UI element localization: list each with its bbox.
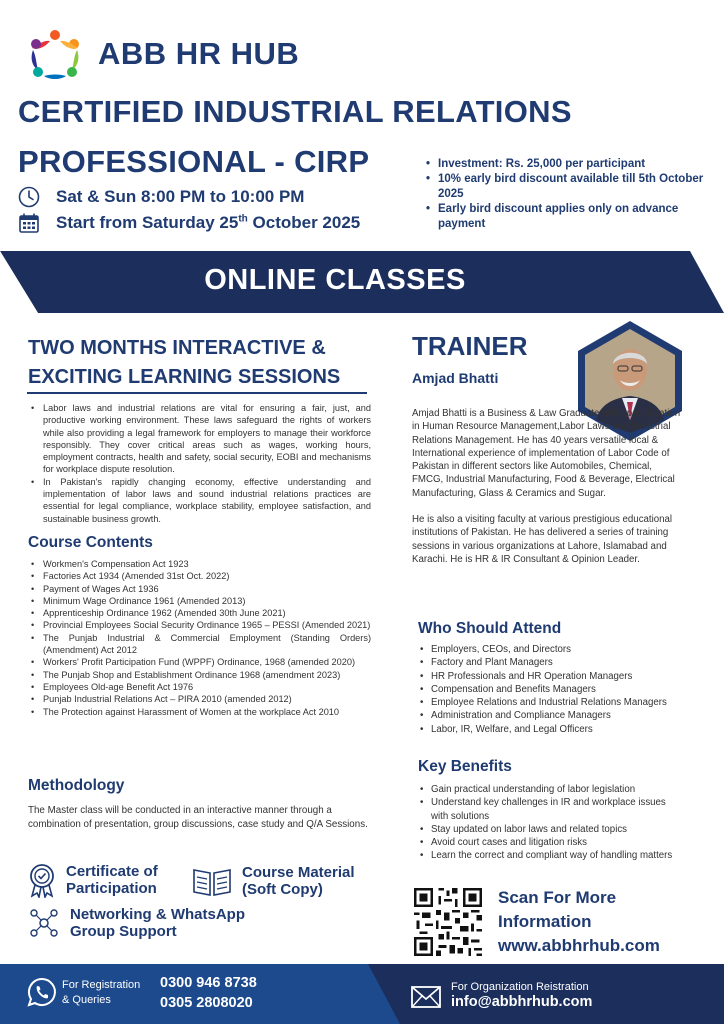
attend-item: • Administration and Compliance Managers <box>418 709 688 722</box>
networking-text <box>70 906 245 940</box>
methodology-heading: Methodology <box>28 777 125 794</box>
attend-item: • Labor, IR, Welfare, and Legal Officers <box>418 723 688 736</box>
registration-label-line1: For Registration <box>62 979 141 991</box>
sessions-heading-line1: TWO MONTHS INTERACTIVE & <box>28 337 326 359</box>
fee-item: • Investment: Rs. 25,000 per participant <box>420 157 710 172</box>
registration-label-line2: & Queries <box>62 994 111 1006</box>
course-item: • Minimum Wage Ordinance 1961 (Amended 2013) <box>28 595 371 607</box>
trainer-bio-p1: Amjad Bhatti is a Business & Law Graduate with specialization in Human Resource Management,Labor Laws and Industrial Relations Management. He has 40 years versatile local & International experience of implementation of Labor Code of Pakistan in different sectors like Automobiles, Chemical, FMCG, Industrial Manufacturing, Food & Beverage, Electrical Manufacturing, Glass & Ceramics and Sugar. <box>412 408 681 499</box>
phone-number-1[interactable]: 0300 946 8738 <box>160 975 257 991</box>
benefit-item: • Learn the correct and compliant way of handling matters <box>418 849 674 862</box>
scan-line2: Information <box>498 912 592 931</box>
benefits-heading: Key Benefits <box>418 758 512 775</box>
schedule-time-row <box>18 186 304 208</box>
course-material-text <box>242 864 355 898</box>
banner-title: ONLINE CLASSES <box>204 264 466 296</box>
schedule-start <box>56 213 360 233</box>
certificate-badge-icon <box>26 862 58 898</box>
methodology-text: The Master class will be conducted in an interactive manner through a combination of presentation, group discussions, case study and Q/A Sessions. <box>28 805 368 830</box>
course-contents-heading: Course Contents <box>28 534 153 551</box>
material-line2: (Soft Copy) <box>242 881 323 898</box>
course-title-line1: CERTIFIED INDUSTRIAL RELATIONS <box>18 94 572 129</box>
network-line2: Group Support <box>70 923 177 940</box>
qr-code[interactable] <box>414 888 482 956</box>
attend-item: • Compensation and Benefits Managers <box>418 683 688 696</box>
whatsapp-icon[interactable] <box>26 976 58 1008</box>
brand-name: ABB HR HUB <box>98 36 300 71</box>
course-contents-list <box>28 558 371 718</box>
benefits-list <box>418 783 674 863</box>
course-item: • Punjab Industrial Relations Act – PIRA 2010 (amended 2012) <box>28 693 371 705</box>
scan-line1: Scan For More <box>498 888 617 907</box>
benefit-item: • Understand key challenges in IR and workplace issues with solutions <box>418 796 674 823</box>
attend-item: • Employee Relations and Industrial Relations Managers <box>418 696 688 709</box>
course-item: • Provincial Employees Social Security Ordinance 1965 – PESSI (Amended 2021) <box>28 619 371 631</box>
fees-list <box>420 157 710 232</box>
benefit-item: • Stay updated on labor laws and related topics <box>418 823 674 836</box>
start-prefix: Start from Saturday 25 <box>56 213 239 232</box>
brand-logo-icon <box>24 26 86 84</box>
benefit-item: • Gain practical understanding of labor legislation <box>418 783 674 796</box>
course-item: • Workmen's Compensation Act 1923 <box>28 558 371 570</box>
course-item: • The Protection against Harassment of Women at the workplace Act 2010 <box>28 706 371 718</box>
course-item: • The Punjab Industrial & Commercial Employment (Standing Orders) (Amendment) Act 2012 <box>28 632 371 657</box>
network-line1: Networking & WhatsApp <box>70 906 245 923</box>
course-item: • Apprenticeship Ordinance 1962 (Amended 30th June 2021) <box>28 607 371 619</box>
schedule-time: Sat & Sun 8:00 PM to 10:00 PM <box>56 187 305 206</box>
course-item: • Payment of Wages Act 1936 <box>28 583 371 595</box>
start-rest: October 2025 <box>247 213 361 232</box>
scan-info <box>498 886 660 958</box>
certificate-feature <box>26 862 158 898</box>
heading-underline <box>27 392 367 394</box>
sessions-heading-line2: EXCITING LEARNING SESSIONS <box>28 366 341 388</box>
benefit-item: • Avoid court cases and litigation risks <box>418 836 674 849</box>
certificate-line1: Certificate of <box>66 863 158 880</box>
fee-item: • Early bird discount applies only on advance payment <box>420 202 710 232</box>
clock-icon <box>18 186 40 208</box>
email-address[interactable]: info@abbhrhub.com <box>451 994 593 1010</box>
certificate-line2: Participation <box>66 880 157 897</box>
course-item: • Employees Old-age Benefit Act 1976 <box>28 681 371 693</box>
attend-list <box>418 643 688 736</box>
certificate-text <box>66 863 158 897</box>
website-link[interactable]: www.abbhrhub.com <box>498 936 660 955</box>
course-item: • Workers' Profit Participation Fund (WPPF) Ordinance, 1968 (amended 2020) <box>28 656 371 668</box>
calendar-icon <box>18 212 40 234</box>
attend-item: • Employers, CEOs, and Directors <box>418 643 688 656</box>
registration-label <box>62 978 140 1008</box>
trainer-bio <box>412 407 684 566</box>
trainer-heading: TRAINER <box>412 331 528 361</box>
email-icon <box>411 986 441 1008</box>
course-item: • Factories Act 1934 (Amended 31st Oct. 2022) <box>28 570 371 582</box>
course-title-line2: PROFESSIONAL - CIRP <box>18 144 370 179</box>
trainer-bio-p2: He is also a visiting faculty at various prestigious educational institutions of Pakistan. He has delivered a series of training sessions in various organizations at Lahore, Islamabad and Karachi. He is HR & IR Consultant & Opinion Leader. <box>412 514 673 565</box>
attend-item: • HR Professionals and HR Operation Managers <box>418 670 688 683</box>
course-material-feature <box>192 864 355 898</box>
start-suffix: th <box>238 213 248 225</box>
intro-list <box>28 402 371 525</box>
attend-item: • Factory and Plant Managers <box>418 656 688 669</box>
course-item: • The Punjab Shop and Establishment Ordinance 1968 (amendment 2023) <box>28 669 371 681</box>
intro-item: • In Pakistan's rapidly changing economy, effective understanding and implementation of labor laws and sound industrial relations practices are essential for legal compliance, workplace stability, employee satisfaction, and sustainable business growth. <box>28 476 371 525</box>
trainer-name: Amjad Bhatti <box>412 370 499 386</box>
phone-number-2[interactable]: 0305 2808020 <box>160 995 253 1011</box>
networking-feature <box>28 906 245 940</box>
intro-item: • Labor laws and industrial relations are vital for ensuring a fair, just, and productive working environment. These laws safeguard the rights of workers while also providing a legal framework for employers to manage their workforce responsibly. They cover critical areas such as wages, working hours, employment contracts, health and safety, social security, EOBI and mechanisms for workplace dispute resolution. <box>28 402 371 476</box>
material-line1: Course Material <box>242 864 355 881</box>
network-people-icon <box>28 907 60 939</box>
schedule-start-row <box>18 212 360 234</box>
fee-item: • 10% early bird discount available till 5th October 2025 <box>420 172 710 202</box>
attend-heading: Who Should Attend <box>418 620 562 637</box>
organization-registration-label: For Organization Reistration <box>451 981 589 993</box>
book-icon <box>192 865 232 897</box>
